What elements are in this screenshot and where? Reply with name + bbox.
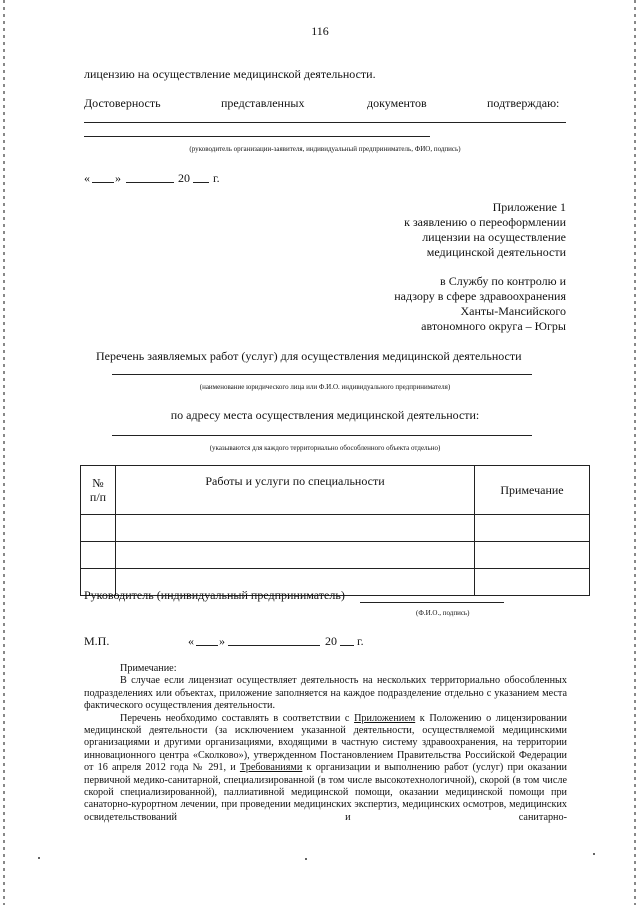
works-table <box>80 465 590 596</box>
col-num-line-1: № <box>92 476 104 490</box>
name-caption: (наименование юридического лица или Ф.И.О. индивидуального предпринимателя) <box>199 383 451 391</box>
note-p2-text-c: к организации и выполнению работ (услуг) при оказании первичной медико-санитарной, специализированной (в том числе высокотехнологичной), скорой (в том числе скорой специализированной), паллиативной медицинской помощи, оказании медицинской помощи при санаторно-курортном лечении, при проведении медицинских экспертиз, медицинских осмотров, медицинских освидетельствований и санитарно- <box>84 762 567 823</box>
signature-line-2 <box>84 136 430 137</box>
reliability-word-4: подтверждаю: <box>487 96 560 110</box>
table-cell[interactable] <box>116 515 475 542</box>
scan-speck <box>38 857 40 859</box>
page-number: 116 <box>311 24 329 38</box>
list-title: Перечень заявляемых работ (услуг) для осуществления медицинской деятельности <box>96 349 522 363</box>
link-appendix[interactable]: Приложением <box>354 712 416 724</box>
date-year-suffix: г. <box>213 171 220 185</box>
appendix-line-2: к заявлению о переоформлении <box>404 215 566 229</box>
scan-speck <box>593 853 595 855</box>
stamp-quote-open: « <box>188 634 194 648</box>
stamp-mp: М.П. <box>84 634 110 648</box>
reliability-word-2: представленных <box>221 96 305 110</box>
table-row <box>81 515 590 542</box>
stamp-day-blank <box>196 645 218 646</box>
table-cell[interactable] <box>116 542 475 569</box>
continuation-text: лицензию на осуществление медицинской деятельности. <box>84 67 376 81</box>
table-header-row <box>81 466 590 515</box>
link-requirements[interactable]: Требованиями <box>239 762 303 774</box>
addressee-line-2: надзору в сфере здравоохранения <box>394 289 566 303</box>
note-paragraph-1: В случае если лицензиат осуществляет деятельность на нескольких территориально обособленных подразделениях или объектах, приложение заполняется на каждое подразделение отдельно с указанием места фактического осуществления деятельности. <box>84 675 567 712</box>
reliability-word-1: Достоверность <box>84 96 161 110</box>
note-p2-text-a: Перечень необходимо составлять в соответствии с <box>120 712 355 724</box>
head-signature-line <box>360 602 504 603</box>
note-title: Примечание: <box>120 663 177 674</box>
date-month-blank <box>126 182 174 183</box>
scan-edge-right <box>634 0 636 905</box>
appendix-line-1: Приложение 1 <box>492 200 566 214</box>
table-cell[interactable] <box>475 569 590 596</box>
signature-line-1 <box>84 122 566 123</box>
name-blank-line <box>112 374 532 375</box>
stamp-month-blank <box>228 645 320 646</box>
addressee-line-4: автономного округа – Югры <box>421 319 566 333</box>
head-caption: (Ф.И.О., подпись) <box>416 609 470 617</box>
scan-edge-left <box>3 0 5 905</box>
appendix-line-3: лицензии на осуществление <box>422 230 566 244</box>
stamp-year-suffix: г. <box>357 634 364 648</box>
date-quote-open: « <box>84 171 90 185</box>
table-cell[interactable] <box>81 515 116 542</box>
addressee-line-1: в Службу по контролю и <box>440 274 566 288</box>
table-cell[interactable] <box>475 515 590 542</box>
col-num-line-2: п/п <box>89 490 107 504</box>
col-works-header: Работы и услуги по специальности <box>116 466 475 515</box>
table-cell[interactable] <box>81 542 116 569</box>
address-title: по адресу места осуществления медицинской деятельности: <box>170 408 480 422</box>
note-p2-text-b: к Положению о лицензировании медицинской деятельности (за исключением указанной деятельности, осуществляемой медицинскими организациями и другими организациями, входящими в частную систему здравоохранения, на территории инновационного центра «Сколково»), утвержденном Постановлением Правительства Российской Федерации от 16 апреля 2012 года № 291, и <box>84 712 567 774</box>
appendix-line-4: медицинской деятельности <box>426 245 566 259</box>
date-day-blank <box>92 182 114 183</box>
note-block <box>84 663 567 824</box>
table-cell[interactable] <box>475 542 590 569</box>
note-paragraph-2 <box>84 713 567 825</box>
reliability-word-3: документов <box>367 96 427 110</box>
address-blank-line <box>112 435 532 436</box>
addressee-line-3: Ханты-Мансийского <box>460 304 566 318</box>
stamp-quote-close: » <box>219 634 225 648</box>
stamp-year-blank <box>340 645 354 646</box>
col-num-header <box>81 466 116 515</box>
head-label: Руководитель (индивидуальный предприниматель) <box>84 588 345 602</box>
signature-caption: (руководитель организации-заявителя, индивидуальный предприниматель, ФИО, подпись) <box>189 145 461 153</box>
scan-speck <box>305 858 307 860</box>
date-year-blank <box>193 182 209 183</box>
date-quote-close: » <box>115 171 121 185</box>
address-caption: (указываются для каждого территориально обособленного объекта отдельно) <box>209 444 441 452</box>
col-note-header: Примечание <box>475 466 590 515</box>
stamp-year-prefix: 20 <box>325 634 337 648</box>
date-year-prefix: 20 <box>178 171 190 185</box>
table-row <box>81 542 590 569</box>
